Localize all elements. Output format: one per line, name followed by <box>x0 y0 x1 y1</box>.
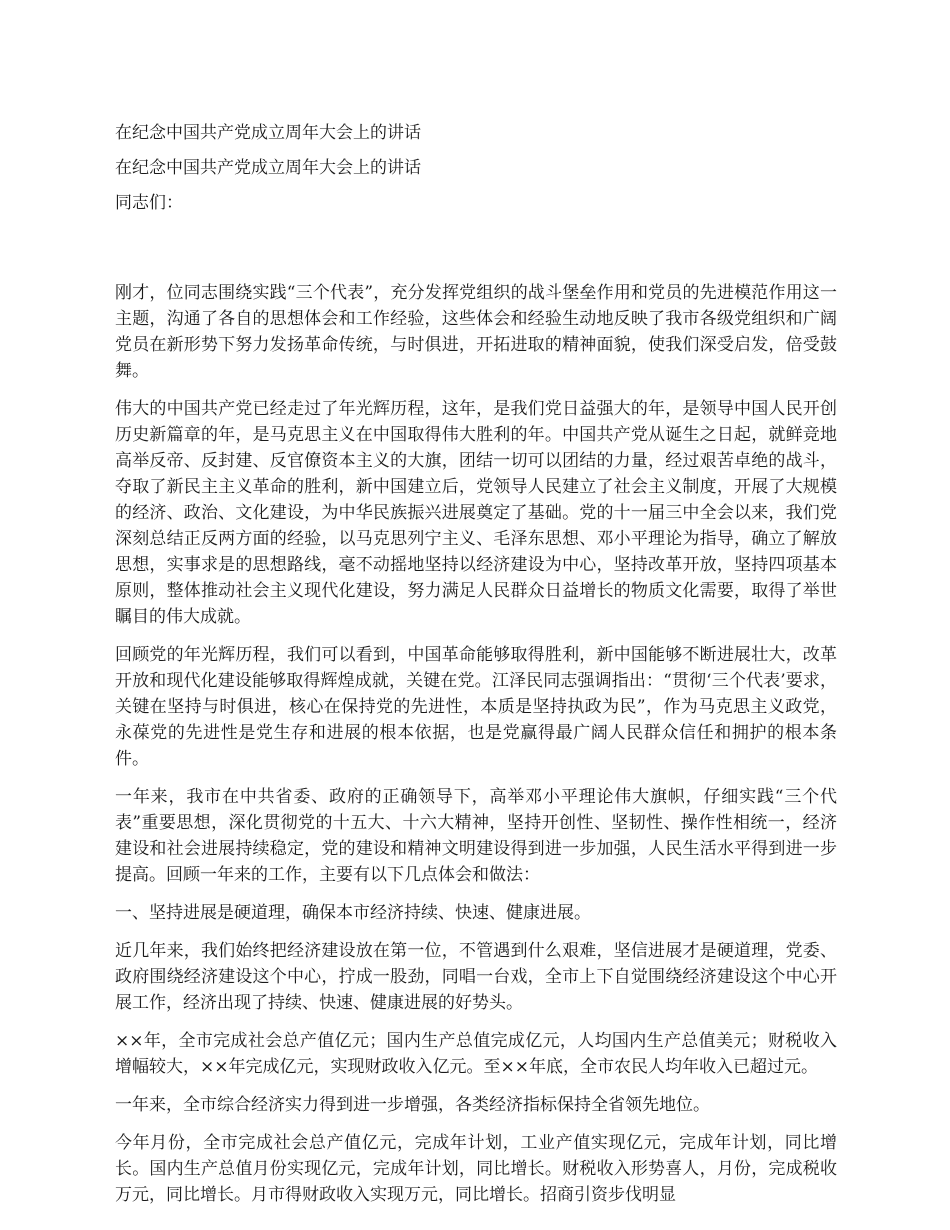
document-subtitle: 在纪念中国共产党成立周年大会上的讲话 <box>115 158 421 178</box>
section-heading: 一、坚持进展是硬道理，确保本市经济持续、快速、健康进展。 <box>115 903 591 923</box>
document-page <box>115 120 837 1220</box>
document-title: 在纪念中国共产党成立周年大会上的讲话 <box>115 123 421 143</box>
salutation: 同志们： <box>115 193 183 213</box>
paragraph: 近几年来，我们始终把经济建设放在第一位，不管遇到什么艰难，坚信进展才是硬道理，党委、政府围绕经济建设这个中心，拧成一股劲，同唱一台戏，全市上下自觉围绕经济建设这个中心开展工作，经济出现了持续、快速、健康进展的好势头。 <box>115 941 837 1013</box>
paragraph: 刚才，位同志围绕实践“三个代表”，充分发挥党组织的战斗堡垒作用和党员的先进模范作用这一主题，沟通了各自的思想体会和工作经验，这些体会和经验生动地反映了我市各级党组织和广阔党员在新形势下努力发扬革命传统，与时俱进，开拓进取的精神面貌，使我们深受启发，倍受鼓舞。 <box>115 283 837 381</box>
paragraph: 伟大的中国共产党已经走过了年光辉历程，这年，是我们党日益强大的年，是领导中国人民开创历史新篇章的年，是马克思主义在中国取得伟大胜利的年。中国共产党从诞生之日起，就鲜竞地高举反帝、反封建、反官僚资本主义的大旗，团结一切可以团结的力量，经过艰苦卓绝的战斗，夺取了新民主主义革命的胜利，新中国建立后，党领导人民建立了社会主义制度，开展了大规模的经济、政治、文化建设，为中华民族振兴进展奠定了基础。党的十一届三中全会以来，我们党深刻总结正反两方面的经验，以马克思列宁主义、毛泽东思想、邓小平理论为指导，确立了解放思想，实事求是的思想路线，毫不动摇地坚持以经济建设为中心，坚持改革开放，坚持四项基本原则，整体推动社会主义现代化建设，努力满足人民群众日益增长的物质文化需要，取得了举世瞩目的伟大成就。 <box>115 399 837 627</box>
paragraph: ××年，全市完成社会总产值亿元；国内生产总值完成亿元，人均国内生产总值美元；财税收入增幅较大，××年完成亿元，实现财政收入亿元。至××年底，全市农民人均年收入已超过元。 <box>115 1031 837 1077</box>
paragraph: 一年来，全市综合经济实力得到进一步增强，各类经济指标保持全省领先地位。 <box>115 1095 710 1115</box>
paragraph: 今年月份，全市完成社会总产值亿元，完成年计划，工业产值实现亿元，完成年计划，同比增长。国内生产总值月份实现亿元，完成年计划，同比增长。财税收入形势喜人，月份，完成税收万元，同比增长。月市得财政收入实现万元，同比增长。招商引资步伐明显 <box>115 1133 837 1205</box>
paragraph: 一年来，我市在中共省委、政府的正确领导下，高举邓小平理论伟大旗帜，仔细实践“三个代表”重要思想，深化贯彻党的十五大、十六大精神，坚持开创性、坚韧性、操作性相统一，经济建设和社会进展持续稳定，党的建设和精神文明建设得到进一步加强，人民生活水平得到进一步提高。回顾一年来的工作，主要有以下几点体会和做法： <box>115 787 837 885</box>
paragraph: 回顾党的年光辉历程，我们可以看到，中国革命能够取得胜利，新中国能够不断进展壮大，改革开放和现代化建设能够取得辉煌成就，关键在党。江泽民同志强调指出：“贯彻‘三个代表’要求，关键在坚持与时俱进，核心在保持党的先进性，本质是坚持执政为民”，作为马克思主义政党，永葆党的先进性是党生存和进展的根本依据，也是党赢得最广阔人民群众信任和拥护的根本条件。 <box>115 645 837 769</box>
